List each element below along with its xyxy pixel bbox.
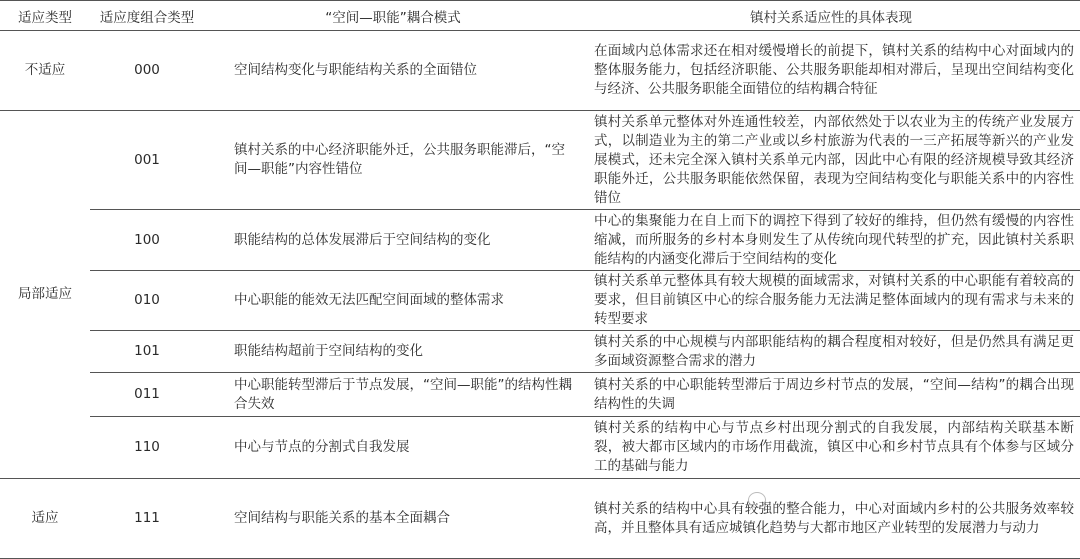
coupling-mode: 中心与节点的分割式自我发展 <box>204 417 582 479</box>
header-adaptation-type: 适应类型 <box>0 1 90 31</box>
combination-code: 111 <box>90 479 204 559</box>
combination-code: 001 <box>90 111 204 210</box>
performance-text: 镇村关系的中心职能转型滞后于周边乡村节点的发展，“空间—结构”的耦合出现结构性的失调 <box>582 373 1080 417</box>
table-row <box>0 479 1080 559</box>
header-performance: 镇村关系适应性的具体表现 <box>582 1 1080 31</box>
performance-text: 镇村关系的中心规模与内部职能结构的耦合程度相对较好，但是仍然具有满足更多面域资源整合需求的潜力 <box>582 331 1080 373</box>
table-row <box>0 111 1080 210</box>
table-row <box>0 417 1080 479</box>
performance-text: 镇村关系的结构中心与节点乡村出现分割式的自我发展，内部结构关联基本断裂，被大都市区域内的市场作用截流，镇区中心和乡村节点具有个体参与区域分工的基础与能力 <box>582 417 1080 479</box>
coupling-mode: 空间结构与职能关系的基本全面耦合 <box>204 479 582 559</box>
performance-text: 镇村关系单元整体对外连通性较差，内部依然处于以农业为主的传统产业发展方式，以制造业为主的第二产业或以乡村旅游为代表的一三产拓展等新兴的产业发展模式，还未完全深入镇村关系单元内部，因此中心有限的经济规模导致其经济职能外迁，公共服务职能依然保留，表现为空间结构变化与职能关系中的内容性错位 <box>582 111 1080 210</box>
performance-text: 在面域内总体需求还在相对缓慢增长的前提下，镇村关系的结构中心对面域内的整体服务能力，包括经济职能、公共服务职能却相对滞后，呈现出空间结构变化与经济、公共服务职能全面错位的结构耦合特征 <box>582 31 1080 111</box>
combination-code: 100 <box>90 210 204 271</box>
header-combination-type: 适应度组合类型 <box>90 1 204 31</box>
table-row <box>0 31 1080 111</box>
table-row <box>0 210 1080 271</box>
group-partially-adapted: 局部适应 <box>0 111 90 479</box>
combination-code: 011 <box>90 373 204 417</box>
table-header-row <box>0 1 1080 31</box>
performance-text: 中心的集聚能力在自上而下的调控下得到了较好的维持，但仍然有缓慢的内容性缩减，而所服务的乡村本身则发生了从传统向现代转型的扩充，因此镇村关系职能结构的内涵变化滞后于空间结构的变化 <box>582 210 1080 271</box>
combination-code: 010 <box>90 271 204 331</box>
combination-code: 000 <box>90 31 204 111</box>
coupling-mode: 中心职能的能效无法匹配空间面域的整体需求 <box>204 271 582 331</box>
group-adapted: 适应 <box>0 479 90 559</box>
header-coupling-mode: “空间—职能”耦合模式 <box>204 1 582 31</box>
coupling-mode: 职能结构的总体发展滞后于空间结构的变化 <box>204 210 582 271</box>
performance-text: 镇村关系单元整体具有较大规模的面域需求，对镇村关系的中心职能有着较高的要求，但目前镇区中心的综合服务能力无法满足整体面域内的现有需求与未来的转型要求 <box>582 271 1080 331</box>
table-row <box>0 271 1080 331</box>
coupling-mode: 职能结构超前于空间结构的变化 <box>204 331 582 373</box>
performance-text: 镇村关系的结构中心具有较强的整合能力，中心对面域内乡村的公共服务效率较高，并且整体具有适应城镇化趋势与大都市地区产业转型的发展潜力与动力 <box>582 479 1080 559</box>
combination-code: 110 <box>90 417 204 479</box>
coupling-mode: 中心职能转型滞后于节点发展，“空间—职能”的结构性耦合失效 <box>204 373 582 417</box>
coupling-mode: 空间结构变化与职能结构关系的全面错位 <box>204 31 582 111</box>
table-row <box>0 331 1080 373</box>
group-not-adapted: 不适应 <box>0 31 90 111</box>
combination-code: 101 <box>90 331 204 373</box>
table-row <box>0 373 1080 417</box>
coupling-mode: 镇村关系的中心经济职能外迁，公共服务职能滞后，“空间—职能”内容性错位 <box>204 111 582 210</box>
